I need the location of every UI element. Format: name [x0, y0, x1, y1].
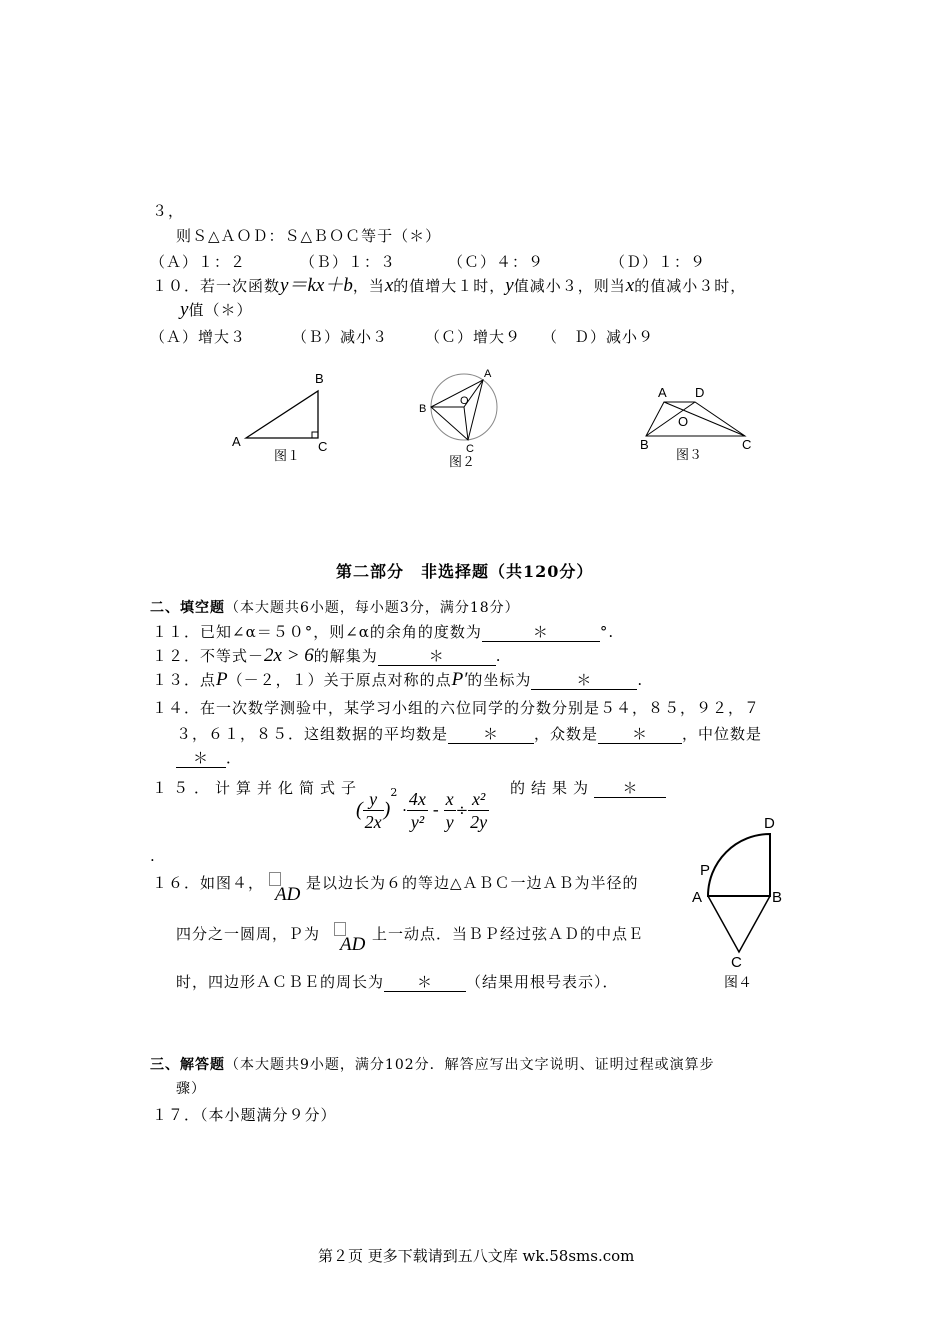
q10-option-c: （Ｃ）增大９: [425, 328, 522, 346]
q13-mid2: 的坐标为: [467, 671, 532, 689]
q10-option-b: （Ｂ）减小３: [292, 328, 389, 346]
q16-arc-label-1: AD: [275, 884, 301, 905]
q17: １７．（本小题满分９分）: [152, 1106, 337, 1124]
q12: [152, 646, 502, 666]
fig3-label-o: O: [678, 414, 689, 429]
q10-line2-y: y: [180, 299, 189, 320]
fig4-label-a: A: [692, 889, 703, 906]
fig3-label-d: D: [695, 385, 705, 400]
section3-heading: [150, 1055, 715, 1075]
fig4-label-d: D: [764, 815, 775, 832]
section2-desc: （本大题共6小题，每小题3分，满分18分）: [225, 600, 520, 616]
q9-option-b: （Ｂ）１：３: [300, 253, 397, 271]
q16-line2a: 四分之一圆周，Ｐ为: [176, 925, 321, 943]
q15-frac3: [444, 788, 456, 833]
section3-desc: （本大题共9小题，满分102分．解答应写出文字说明、证明过程或演算步: [225, 1057, 715, 1073]
q14-blank-mean[interactable]: ＊: [448, 725, 534, 744]
figure-2-circle: [419, 368, 497, 469]
q15-end: [510, 778, 666, 798]
q16-line3: [176, 972, 619, 992]
q13-p2: P′: [451, 669, 468, 690]
q16-blank[interactable]: ＊: [384, 973, 466, 992]
q9-option-c: （Ｃ）４：９: [448, 253, 545, 271]
arc-symbol-icon: [334, 922, 346, 936]
fig3-label-a: A: [658, 385, 667, 400]
q10-x1: x: [384, 275, 394, 296]
q10-y1: y: [505, 275, 514, 296]
figures-1-3: [220, 365, 780, 475]
q10-mid: ，当: [352, 277, 385, 295]
q14-blank-median[interactable]: ＊: [176, 749, 226, 768]
fig4-label-b: B: [772, 889, 783, 906]
fig1-label-a: A: [232, 434, 241, 449]
fig3-label-b: B: [640, 437, 649, 452]
q16-line3-end: （结果用根号表示）．: [466, 973, 619, 991]
q14-text-b: ，众数是: [534, 725, 599, 743]
q15-frac2: [407, 788, 428, 833]
q11: [152, 622, 614, 642]
q14-text-a: ３，６１，８５．这组数据的平均数是: [176, 725, 449, 743]
q16-line2b: 上一动点．当ＢＰ经过弦ＡＤ的中点Ｅ: [372, 925, 645, 943]
q15-frac2-den: y²: [410, 811, 425, 832]
q10-line2: [180, 300, 252, 320]
fig2-label-c: C: [466, 443, 474, 455]
q15-dot: ·: [402, 801, 407, 819]
q10-line1: [152, 276, 746, 296]
q13-text: １３．点: [152, 671, 217, 689]
q16-line1a: １６．如图４，: [152, 874, 265, 892]
q15-frac4-num: x²: [468, 788, 489, 811]
q13-p1: P: [216, 669, 228, 690]
q15-expression: [356, 786, 489, 833]
page-footer: 第２页 更多下载请到五八文库 wk.58sms.com: [318, 1247, 635, 1265]
figure-3-trapezoid: [640, 385, 751, 462]
q9-option-d: （Ｄ）１：９: [610, 253, 707, 271]
q15-lparen: (: [356, 798, 363, 821]
fig2-caption: 图２: [449, 454, 476, 469]
section3-head: 三、解答题: [150, 1057, 225, 1073]
q15-text: １５．计算并化简式子: [152, 779, 363, 797]
q14-line1: １４．在一次数学测验中，某学习小组的六位同学的分数分别是５４，８５，９２，７: [152, 699, 761, 717]
q16-arc-ad-2: [340, 934, 365, 956]
q16-line1b: 是以边长为６的等边△ＡＢＣ一边ＡＢ为半径的: [306, 874, 639, 892]
q10-end: 的值减小３时，: [634, 277, 747, 295]
q9-question: 则Ｓ△ＡＯＤ：Ｓ△ＢＯＣ等于（＊）: [176, 227, 442, 245]
q13-end: .: [637, 671, 644, 689]
q10-formula: y＝kx＋b: [280, 275, 353, 296]
q15-power: 2: [390, 786, 398, 799]
fig3-label-c: C: [742, 437, 752, 452]
figure-1-triangle: [232, 371, 327, 463]
fig1-label-b: B: [315, 371, 324, 386]
q13-blank[interactable]: ＊: [531, 671, 637, 690]
q15-frac1: [363, 788, 384, 833]
part2-title: 第二部分 非选择题（共120分）: [336, 562, 594, 581]
q12-mid: 的解集为: [313, 647, 378, 665]
q14-line3: [176, 748, 242, 768]
q15-frac4: [468, 788, 489, 833]
q15-end-text: 的结果为: [510, 779, 595, 797]
fig4-label-c: C: [731, 954, 742, 971]
fig1-label-c: C: [318, 439, 328, 454]
q10-mid3: 值减小３，则当: [513, 277, 626, 295]
figure-4: [686, 812, 796, 992]
q14-blank-mode[interactable]: ＊: [598, 725, 682, 744]
section2-head: 二、填空题: [150, 600, 225, 616]
q9-option-a: （Ａ）１：２: [150, 253, 247, 271]
q10-prefix: １０．若一次函数: [152, 277, 281, 295]
q15-dot-line: .: [150, 847, 156, 865]
q11-blank[interactable]: ＊: [482, 623, 600, 642]
q9-continuation: ３，: [152, 202, 185, 220]
q11-text: １１．已知∠α＝５０°，则∠α的余角的度数为: [152, 623, 482, 641]
fig4-label-p: P: [700, 862, 711, 879]
q15-divide: ÷: [455, 801, 469, 819]
q13-mid: （－２，１）关于原点对称的点: [227, 671, 452, 689]
q14-line2: [176, 724, 762, 744]
q12-formula: 2x > 6: [264, 645, 314, 666]
q13: [152, 670, 643, 690]
q15-minus: -: [432, 799, 439, 821]
q15-frac3-num: x: [445, 788, 454, 809]
q10-line2-text: 值（＊）: [188, 301, 253, 319]
q15-frac2-num: 4x: [408, 788, 426, 809]
q10-option-a: （Ａ）增大３: [150, 328, 247, 346]
fig2-label-a: A: [484, 368, 492, 380]
q10-mid2: 的值增大１时，: [393, 277, 506, 295]
q11-end: °.: [599, 623, 615, 641]
q12-text: １２．不等式－: [152, 647, 265, 665]
q14-text-c: ，中位数是: [682, 725, 763, 743]
q14-end: ．: [226, 749, 243, 767]
q12-blank[interactable]: ＊: [378, 647, 496, 666]
fig1-caption: 图１: [274, 448, 301, 463]
q15-frac1-den: 2x: [364, 811, 382, 832]
section2-heading: [150, 598, 520, 618]
fig3-caption: 图３: [676, 447, 703, 462]
q12-end: .: [495, 647, 502, 665]
q16-line3-text: 时，四边形ＡＣＢＥ的周长为: [176, 973, 385, 991]
q15-blank[interactable]: ＊: [594, 779, 666, 798]
q16-arc-label-2: AD: [340, 934, 366, 955]
q15-frac3-den: y: [445, 811, 454, 832]
q10-x2: x: [625, 275, 635, 296]
section3-desc2: 骤）: [176, 1081, 206, 1097]
arc-symbol-icon: [269, 872, 281, 886]
q15-frac1-num: y: [363, 788, 384, 811]
q15-frac4-den: 2y: [470, 811, 488, 832]
fig2-label-b: B: [419, 403, 427, 415]
q16-arc-ad-1: [275, 884, 300, 906]
fig2-label-o: O: [460, 395, 469, 407]
q15-rparen: ): [383, 798, 391, 821]
q10-option-d: （ Ｄ）减小９: [542, 328, 655, 346]
fig4-caption: 图４: [724, 974, 752, 990]
